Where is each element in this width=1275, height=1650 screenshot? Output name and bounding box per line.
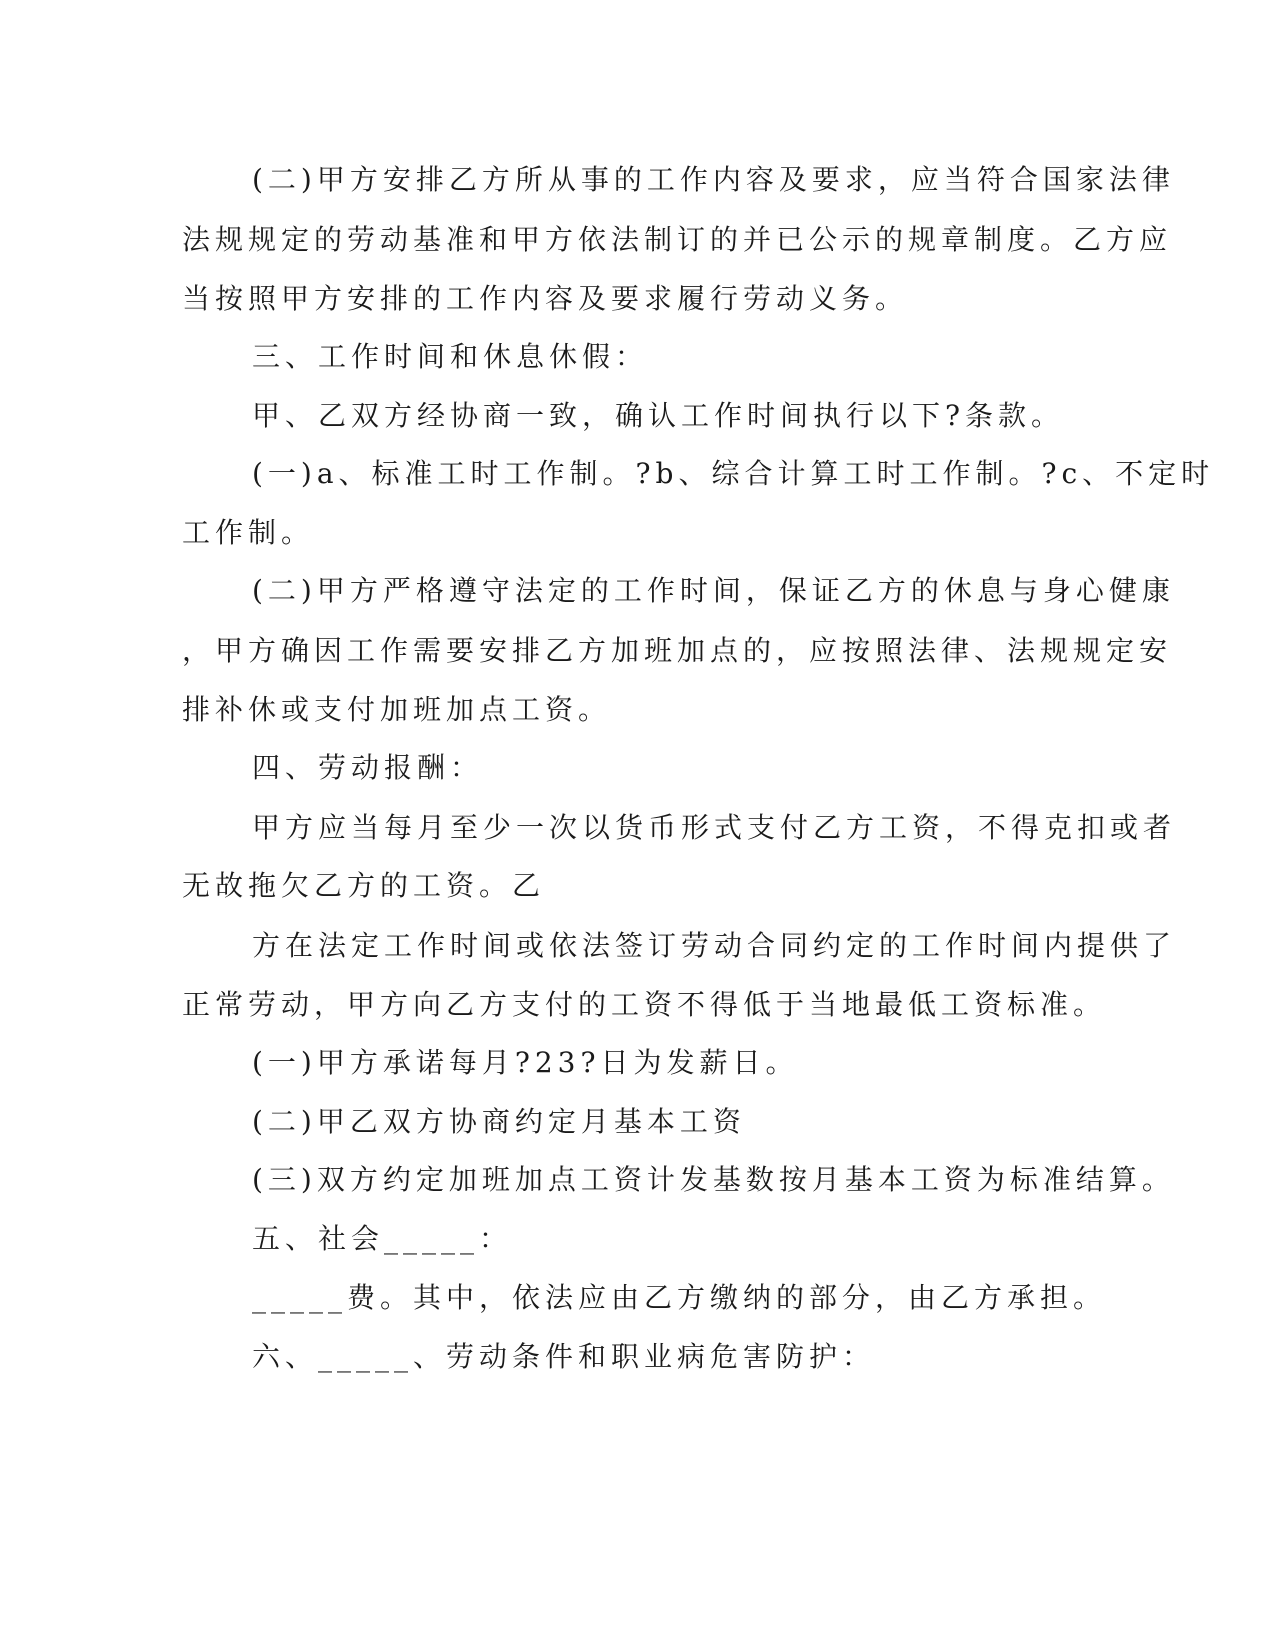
paragraph-line: (二)甲乙双方协商约定月基本工资 <box>252 1105 746 1138</box>
paragraph-line: 排补休或支付加班加点工资。 <box>182 693 612 726</box>
paragraph-line: (二)甲方安排乙方所从事的工作内容及要求，应当符合国家法律 <box>252 163 1175 196</box>
paragraph-line: 方在法定工作时间或依法签订劳动合同约定的工作时间内提供了 <box>252 929 1177 962</box>
paragraph-line: (二)甲方严格遵守法定的工作时间，保证乙方的休息与身心健康 <box>252 574 1175 607</box>
section-heading: 五、社会_____： <box>252 1222 513 1255</box>
paragraph-line: 甲方应当每月至少一次以货币形式支付乙方工资，不得克扣或者 <box>252 811 1177 844</box>
paragraph-line: 甲、乙双方经协商一致，确认工作时间执行以下?条款。 <box>252 399 1065 432</box>
paragraph-line: (一)a、标准工时工作制。?b、综合计算工时工作制。?c、不定时 <box>252 457 1215 490</box>
paragraph-line: 无故拖欠乙方的工资。乙 <box>182 869 546 902</box>
paragraph-line: 工作制。 <box>182 516 315 549</box>
section-heading: 六、_____、劳动条件和职业病危害防护： <box>252 1340 876 1373</box>
section-heading: 三、工作时间和休息休假： <box>252 340 649 373</box>
paragraph-line: 正常劳动，甲方向乙方支付的工资不得低于当地最低工资标准。 <box>182 988 1107 1021</box>
paragraph-line: (三)双方约定加班加点工资计发基数按月基本工资为标准结算。 <box>252 1163 1175 1196</box>
paragraph-line: 当按照甲方安排的工作内容及要求履行劳动义务。 <box>182 282 909 315</box>
paragraph-line: 法规规定的劳动基准和甲方依法制订的并已公示的规章制度。乙方应 <box>182 223 1173 256</box>
section-heading: 四、劳动报酬： <box>252 751 484 784</box>
paragraph-line: (一)甲方承诺每月?23?日为发薪日。 <box>252 1046 799 1079</box>
paragraph-line: ，甲方确因工作需要安排乙方加班加点的，应按照法律、法规规定安 <box>182 634 1173 667</box>
paragraph-line: _____费。其中，依法应由乙方缴纳的部分，由乙方承担。 <box>252 1281 1107 1314</box>
